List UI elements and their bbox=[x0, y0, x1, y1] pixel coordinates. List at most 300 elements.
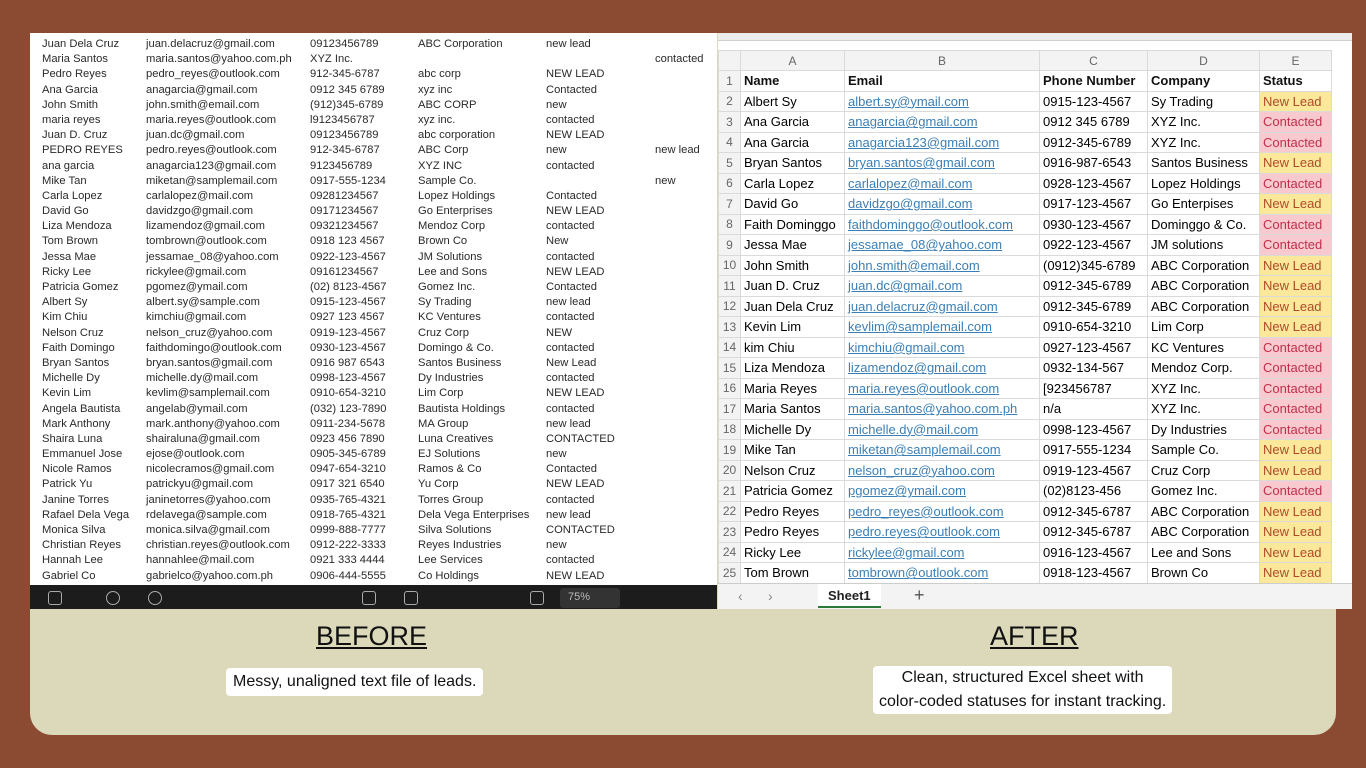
raw-field: MA Group bbox=[418, 417, 469, 430]
raw-line bbox=[30, 432, 717, 447]
raw-field: 0917 321 6540 bbox=[310, 478, 385, 491]
email-cell[interactable]: nelson_cruz@yahoo.com bbox=[845, 460, 1040, 481]
raw-field: Lim Corp bbox=[418, 387, 464, 400]
name-cell[interactable]: John Smith bbox=[741, 255, 845, 276]
table-row bbox=[719, 358, 1332, 379]
company-cell[interactable]: Lee and Sons bbox=[1148, 542, 1260, 563]
raw-field: nicolecramos@gmail.com bbox=[146, 463, 275, 476]
raw-field: NEW LEAD bbox=[546, 129, 605, 142]
phone-cell[interactable]: 0998-123-4567 bbox=[1040, 419, 1148, 440]
raw-field: Ana Garcia bbox=[42, 83, 98, 96]
email-cell[interactable]: john.smith@email.com bbox=[845, 255, 1040, 276]
raw-field: 0911-234-5678 bbox=[310, 417, 386, 430]
row-number[interactable]: 18 bbox=[719, 419, 741, 440]
row-number[interactable]: 8 bbox=[719, 214, 741, 235]
name-cell[interactable]: Bryan Santos bbox=[741, 153, 845, 174]
company-cell[interactable]: ABC Corporation bbox=[1148, 522, 1260, 543]
fit-icon[interactable] bbox=[530, 591, 544, 605]
raw-field: pgomez@ymail.com bbox=[146, 281, 248, 293]
raw-field: Nicole Ramos bbox=[42, 463, 112, 476]
raw-line bbox=[30, 417, 717, 432]
raw-line bbox=[30, 83, 717, 98]
raw-field: 0923 456 7890 bbox=[310, 432, 385, 445]
raw-field: 0910-654-3210 bbox=[310, 387, 386, 400]
raw-field: xyz inc bbox=[418, 83, 453, 96]
company-cell[interactable]: ABC Corporation bbox=[1148, 276, 1260, 297]
table-row bbox=[719, 317, 1332, 338]
name-cell[interactable]: Patricia Gomez bbox=[741, 481, 845, 502]
name-cell[interactable]: kim Chiu bbox=[741, 337, 845, 358]
row-number[interactable]: 23 bbox=[719, 522, 741, 543]
raw-field: Albert Sy bbox=[42, 296, 88, 309]
raw-field: Contacted bbox=[546, 189, 597, 202]
raw-field: 0998-123-4567 bbox=[310, 372, 386, 385]
raw-field: anagarcia123@gmail.com bbox=[146, 159, 277, 172]
table-row bbox=[719, 214, 1332, 235]
raw-field: new lead bbox=[546, 38, 591, 50]
email-cell[interactable]: carlalopez@mail.com bbox=[845, 173, 1040, 194]
column-letter[interactable]: B bbox=[845, 51, 1040, 71]
crop-icon[interactable] bbox=[362, 591, 376, 605]
add-sheet-icon[interactable]: + bbox=[914, 585, 925, 605]
email-cell[interactable]: bryan.santos@gmail.com bbox=[845, 153, 1040, 174]
raw-field: Silva Solutions bbox=[418, 524, 492, 536]
name-cell[interactable]: Kevin Lim bbox=[741, 317, 845, 338]
status-cell[interactable]: Contacted bbox=[1260, 235, 1332, 256]
phone-cell[interactable]: 0928-123-4567 bbox=[1040, 173, 1148, 194]
raw-field: lizamendoz@gmail.com bbox=[146, 220, 265, 233]
raw-field: Shaira Luna bbox=[42, 432, 103, 445]
raw-line bbox=[30, 508, 717, 523]
email-cell[interactable]: juan.dc@gmail.com bbox=[845, 276, 1040, 297]
raw-field: kimchiu@gmail.com bbox=[146, 311, 247, 324]
phone-cell[interactable]: 0932-134-567 bbox=[1040, 358, 1148, 379]
email-cell[interactable]: jessamae_08@yahoo.com bbox=[845, 235, 1040, 256]
phone-cell[interactable]: 0912 345 6789 bbox=[1040, 112, 1148, 133]
raw-field: maria.santos@yahoo.com.ph bbox=[146, 53, 292, 66]
phone-cell[interactable]: 0917-123-4567 bbox=[1040, 194, 1148, 215]
raw-line bbox=[30, 52, 717, 67]
name-cell[interactable]: Pedro Reyes bbox=[741, 501, 845, 522]
raw-field: juan.delacruz@gmail.com bbox=[146, 38, 275, 50]
company-cell[interactable]: ABC Corporation bbox=[1148, 296, 1260, 317]
company-cell[interactable]: Sy Trading bbox=[1148, 91, 1260, 112]
phone-cell[interactable]: 0910-654-3210 bbox=[1040, 317, 1148, 338]
row-number[interactable]: 15 bbox=[719, 358, 741, 379]
company-cell[interactable]: JM solutions bbox=[1148, 235, 1260, 256]
email-cell[interactable]: maria.santos@yahoo.com.ph bbox=[845, 399, 1040, 420]
phone-cell[interactable]: 0916-987-6543 bbox=[1040, 153, 1148, 174]
raw-field: 0947-654-3210 bbox=[310, 463, 386, 476]
email-cell[interactable]: juan.delacruz@gmail.com bbox=[845, 296, 1040, 317]
status-cell[interactable]: New Lead bbox=[1260, 276, 1332, 297]
status-cell[interactable]: Contacted bbox=[1260, 173, 1332, 194]
panel-icon[interactable] bbox=[48, 591, 62, 605]
raw-field: 912-345-6787 bbox=[310, 68, 380, 81]
raw-field: Janine Torres bbox=[42, 493, 109, 506]
raw-field: 0999-888-7777 bbox=[310, 524, 386, 536]
raw-field: john.smith@email.com bbox=[146, 98, 260, 111]
column-letter[interactable]: E bbox=[1260, 51, 1332, 71]
phone-cell[interactable]: 0927-123-4567 bbox=[1040, 337, 1148, 358]
raw-line bbox=[30, 447, 717, 462]
company-cell[interactable]: Cruz Corp bbox=[1148, 460, 1260, 481]
email-cell[interactable]: faithdominggo@outlook.com bbox=[845, 214, 1040, 235]
raw-field: Mendoz Corp bbox=[418, 220, 486, 233]
phone-cell[interactable]: 0915-123-4567 bbox=[1040, 91, 1148, 112]
raw-field: KC Ventures bbox=[418, 311, 481, 324]
row-number[interactable]: 2 bbox=[719, 91, 741, 112]
email-cell[interactable]: albert.sy@ymail.com bbox=[845, 91, 1040, 112]
raw-line bbox=[30, 553, 717, 568]
status-cell[interactable]: Contacted bbox=[1260, 337, 1332, 358]
raw-line bbox=[30, 477, 717, 492]
raw-line bbox=[30, 250, 717, 265]
status-cell[interactable]: New Lead bbox=[1260, 542, 1332, 563]
raw-line bbox=[30, 462, 717, 477]
name-cell[interactable]: Albert Sy bbox=[741, 91, 845, 112]
row-number[interactable]: 13 bbox=[719, 317, 741, 338]
raw-line bbox=[30, 204, 717, 219]
raw-field: 0915-123-4567 bbox=[310, 296, 386, 309]
table-row bbox=[719, 296, 1332, 317]
phone-cell[interactable]: 0918-123-4567 bbox=[1040, 563, 1148, 584]
phone-cell[interactable]: (0912)345-6789 bbox=[1040, 255, 1148, 276]
name-cell[interactable]: Juan D. Cruz bbox=[741, 276, 845, 297]
phone-cell[interactable]: (02)8123-456 bbox=[1040, 481, 1148, 502]
raw-field: maria reyes bbox=[42, 113, 101, 126]
header-cell[interactable]: Company bbox=[1148, 71, 1260, 92]
raw-field: Tom Brown bbox=[42, 235, 98, 248]
raw-field: janinetorres@yahoo.com bbox=[146, 493, 271, 506]
header-cell[interactable]: Phone Number bbox=[1040, 71, 1148, 92]
company-cell[interactable]: ABC Corporation bbox=[1148, 501, 1260, 522]
company-cell[interactable]: KC Ventures bbox=[1148, 337, 1260, 358]
company-cell[interactable]: Sample Co. bbox=[1148, 440, 1260, 461]
phone-cell[interactable]: 0912-345-6789 bbox=[1040, 296, 1148, 317]
raw-line bbox=[30, 341, 717, 356]
email-cell[interactable]: maria.reyes@outlook.com bbox=[845, 378, 1040, 399]
rotate-icon[interactable] bbox=[404, 591, 418, 605]
header-cell[interactable]: Email bbox=[845, 71, 1040, 92]
email-cell[interactable]: rickylee@gmail.com bbox=[845, 542, 1040, 563]
raw-field: rdelavega@sample.com bbox=[146, 508, 267, 521]
name-cell[interactable]: Jessa Mae bbox=[741, 235, 845, 256]
raw-field: New Lead bbox=[546, 356, 597, 369]
row-number[interactable]: 19 bbox=[719, 440, 741, 461]
raw-field: Kevin Lim bbox=[42, 387, 92, 400]
raw-field: Liza Mendoza bbox=[42, 220, 112, 233]
email-cell[interactable]: miketan@samplemail.com bbox=[845, 440, 1040, 461]
raw-field: Lee and Sons bbox=[418, 265, 488, 278]
status-cell[interactable]: New Lead bbox=[1260, 317, 1332, 338]
status-cell[interactable]: Contacted bbox=[1260, 214, 1332, 235]
status-cell[interactable]: Contacted bbox=[1260, 399, 1332, 420]
name-cell[interactable]: Liza Mendoza bbox=[741, 358, 845, 379]
raw-field: 09281234567 bbox=[310, 189, 379, 202]
row-number[interactable]: 5 bbox=[719, 153, 741, 174]
raw-field: EJ Solutions bbox=[418, 448, 481, 461]
raw-field: contacted bbox=[546, 159, 595, 172]
raw-field: Hannah Lee bbox=[42, 554, 103, 567]
status-cell[interactable]: New Lead bbox=[1260, 194, 1332, 215]
raw-field: Luna Creatives bbox=[418, 432, 494, 445]
raw-field: David Go bbox=[42, 205, 89, 218]
next-sheet-icon[interactable]: › bbox=[768, 588, 773, 604]
company-cell[interactable]: XYZ Inc. bbox=[1148, 378, 1260, 399]
raw-field: shairaluna@gmail.com bbox=[146, 432, 260, 445]
raw-field: new bbox=[655, 174, 676, 187]
raw-field: ABC Corp bbox=[418, 144, 469, 157]
raw-field: 09321234567 bbox=[310, 220, 379, 233]
raw-field: tombrown@outlook.com bbox=[146, 235, 267, 248]
name-cell[interactable]: Tom Brown bbox=[741, 563, 845, 584]
raw-field: Brown Co bbox=[418, 235, 468, 248]
table-row bbox=[719, 276, 1332, 297]
row-number[interactable]: 9 bbox=[719, 235, 741, 256]
after-caption-line2: color-coded statuses for instant tracking. bbox=[879, 693, 1167, 710]
email-cell[interactable]: anagarcia@gmail.com bbox=[845, 112, 1040, 133]
phone-cell[interactable]: n/a bbox=[1040, 399, 1148, 420]
name-cell[interactable]: Juan Dela Cruz bbox=[741, 296, 845, 317]
row-number[interactable]: 22 bbox=[719, 501, 741, 522]
name-cell[interactable]: Nelson Cruz bbox=[741, 460, 845, 481]
raw-field: NEW LEAD bbox=[546, 205, 605, 218]
raw-field: Faith Domingo bbox=[42, 341, 115, 354]
name-cell[interactable]: Maria Reyes bbox=[741, 378, 845, 399]
zoom-level[interactable]: 75% bbox=[560, 588, 620, 608]
raw-field: hannahlee@mail.com bbox=[146, 554, 255, 567]
phone-cell[interactable]: 0912-345-6789 bbox=[1040, 132, 1148, 153]
raw-line bbox=[30, 493, 717, 508]
company-cell[interactable]: Dy Industries bbox=[1148, 419, 1260, 440]
raw-field: mark.anthony@yahoo.com bbox=[146, 417, 280, 430]
status-cell[interactable]: Contacted bbox=[1260, 358, 1332, 379]
raw-field: Ramos & Co bbox=[418, 463, 482, 476]
raw-field: xyz inc. bbox=[418, 113, 456, 126]
email-cell[interactable]: pgomez@ymail.com bbox=[845, 481, 1040, 502]
company-cell[interactable]: Brown Co bbox=[1148, 563, 1260, 584]
select-all-corner[interactable] bbox=[719, 51, 741, 71]
raw-field: Domingo & Co. bbox=[418, 341, 494, 354]
raw-field: new bbox=[546, 98, 567, 111]
raw-line bbox=[30, 310, 717, 325]
email-cell[interactable]: lizamendoz@gmail.com bbox=[845, 358, 1040, 379]
raw-field: (02) 8123-4567 bbox=[310, 281, 387, 293]
company-cell[interactable]: Dominggo & Co. bbox=[1148, 214, 1260, 235]
company-cell[interactable]: XYZ Inc. bbox=[1148, 399, 1260, 420]
raw-field: new lead bbox=[655, 144, 700, 157]
row-number[interactable]: 12 bbox=[719, 296, 741, 317]
raw-line bbox=[30, 265, 717, 280]
raw-field: Co Holdings bbox=[418, 569, 479, 582]
raw-line bbox=[30, 174, 717, 189]
raw-line bbox=[30, 189, 717, 204]
header-cell[interactable]: Status bbox=[1260, 71, 1332, 92]
row-number[interactable]: 6 bbox=[719, 173, 741, 194]
raw-field: Sample Co. bbox=[418, 174, 477, 187]
sheet-tab[interactable]: Sheet1 bbox=[818, 584, 881, 608]
raw-field: angelab@ymail.com bbox=[146, 402, 248, 415]
status-cell[interactable]: New Lead bbox=[1260, 460, 1332, 481]
raw-line bbox=[30, 386, 717, 401]
row-number[interactable]: 1 bbox=[719, 71, 741, 92]
status-cell[interactable]: New Lead bbox=[1260, 522, 1332, 543]
raw-line bbox=[30, 128, 717, 143]
info-icon[interactable] bbox=[148, 591, 162, 605]
raw-line bbox=[30, 569, 717, 584]
table-row bbox=[719, 399, 1332, 420]
phone-cell[interactable]: 0922-123-4567 bbox=[1040, 235, 1148, 256]
raw-line bbox=[30, 371, 717, 386]
status-cell[interactable]: Contacted bbox=[1260, 481, 1332, 502]
email-cell[interactable]: michelle.dy@mail.com bbox=[845, 419, 1040, 440]
name-cell[interactable]: Ricky Lee bbox=[741, 542, 845, 563]
table-row bbox=[719, 255, 1332, 276]
phone-cell[interactable]: 0917-555-1234 bbox=[1040, 440, 1148, 461]
row-number[interactable]: 11 bbox=[719, 276, 741, 297]
status-cell[interactable]: Contacted bbox=[1260, 419, 1332, 440]
raw-field: Gabriel Co bbox=[42, 569, 96, 582]
status-cell[interactable]: New Lead bbox=[1260, 440, 1332, 461]
after-caption-line1: Clean, structured Excel sheet with bbox=[901, 669, 1144, 686]
phone-cell[interactable]: 0916-123-4567 bbox=[1040, 542, 1148, 563]
email-cell[interactable]: kevlim@samplemail.com bbox=[845, 317, 1040, 338]
phone-cell[interactable]: 0919-123-4567 bbox=[1040, 460, 1148, 481]
raw-field: patrickyu@gmail.com bbox=[146, 478, 254, 491]
raw-field: 09171234567 bbox=[310, 205, 379, 218]
email-cell[interactable]: kimchiu@gmail.com bbox=[845, 337, 1040, 358]
phone-cell[interactable]: 0912-345-6789 bbox=[1040, 276, 1148, 297]
company-cell[interactable]: Go Enterpises bbox=[1148, 194, 1260, 215]
name-cell[interactable]: Maria Santos bbox=[741, 399, 845, 420]
company-cell[interactable]: Lopez Holdings bbox=[1148, 173, 1260, 194]
email-cell[interactable]: pedro_reyes@outlook.com bbox=[845, 501, 1040, 522]
row-number[interactable]: 10 bbox=[719, 255, 741, 276]
raw-line bbox=[30, 295, 717, 310]
email-cell[interactable]: tombrown@outlook.com bbox=[845, 563, 1040, 584]
status-cell[interactable]: Contacted bbox=[1260, 132, 1332, 153]
raw-field: Torres Group bbox=[418, 493, 484, 506]
raw-field: new bbox=[546, 448, 567, 461]
name-cell[interactable]: Mike Tan bbox=[741, 440, 845, 461]
raw-field: davidzgo@gmail.com bbox=[146, 205, 254, 218]
status-cell[interactable]: New Lead bbox=[1260, 501, 1332, 522]
status-cell[interactable]: New Lead bbox=[1260, 563, 1332, 584]
column-letter[interactable]: D bbox=[1148, 51, 1260, 71]
phone-cell[interactable]: 0930-123-4567 bbox=[1040, 214, 1148, 235]
row-number[interactable]: 20 bbox=[719, 460, 741, 481]
raw-field: contacted bbox=[546, 113, 595, 126]
raw-field: Juan Dela Cruz bbox=[42, 38, 120, 50]
status-cell[interactable]: New Lead bbox=[1260, 255, 1332, 276]
viewer-toolbar bbox=[30, 585, 717, 609]
table-row bbox=[719, 132, 1332, 153]
row-number[interactable]: 24 bbox=[719, 542, 741, 563]
raw-line bbox=[30, 402, 717, 417]
row-number[interactable]: 4 bbox=[719, 132, 741, 153]
sheet-grid bbox=[718, 50, 1332, 584]
name-cell[interactable]: Ana Garcia bbox=[741, 112, 845, 133]
name-cell[interactable]: Carla Lopez bbox=[741, 173, 845, 194]
company-cell[interactable]: XYZ Inc. bbox=[1148, 132, 1260, 153]
row-number[interactable]: 25 bbox=[719, 563, 741, 584]
raw-field: contacted bbox=[546, 341, 595, 354]
raw-field: nelson_cruz@yahoo.com bbox=[146, 326, 273, 339]
status-cell[interactable]: New Lead bbox=[1260, 91, 1332, 112]
name-cell[interactable]: Ana Garcia bbox=[741, 132, 845, 153]
before-caption: Messy, unaligned text file of leads. bbox=[226, 668, 483, 696]
table-row bbox=[719, 542, 1332, 563]
raw-line bbox=[30, 356, 717, 371]
heart-icon[interactable] bbox=[106, 591, 120, 605]
name-cell[interactable]: Faith Dominggo bbox=[741, 214, 845, 235]
raw-field: 0918 123 4567 bbox=[310, 235, 385, 248]
email-cell[interactable]: pedro.reyes@outlook.com bbox=[845, 522, 1040, 543]
raw-field: CONTACTED bbox=[546, 432, 615, 445]
phone-cell[interactable]: [923456787 bbox=[1040, 378, 1148, 399]
company-cell[interactable]: Gomez Inc. bbox=[1148, 481, 1260, 502]
table-row bbox=[719, 235, 1332, 256]
row-number[interactable]: 14 bbox=[719, 337, 741, 358]
row-number[interactable]: 7 bbox=[719, 194, 741, 215]
raw-field: ana garcia bbox=[42, 159, 95, 172]
raw-field: Bryan Santos bbox=[42, 356, 110, 369]
status-cell[interactable]: Contacted bbox=[1260, 112, 1332, 133]
row-number[interactable]: 21 bbox=[719, 481, 741, 502]
raw-field: NEW LEAD bbox=[546, 265, 605, 278]
column-letter[interactable]: A bbox=[741, 51, 845, 71]
name-cell[interactable]: David Go bbox=[741, 194, 845, 215]
raw-field: Rafael Dela Vega bbox=[42, 508, 130, 521]
header-cell[interactable]: Name bbox=[741, 71, 845, 92]
status-cell[interactable]: New Lead bbox=[1260, 296, 1332, 317]
company-cell[interactable]: Mendoz Corp. bbox=[1148, 358, 1260, 379]
email-cell[interactable]: anagarcia123@gmail.com bbox=[845, 132, 1040, 153]
phone-cell[interactable]: 0912-345-6787 bbox=[1040, 501, 1148, 522]
raw-lead-lines bbox=[30, 37, 717, 584]
company-cell[interactable]: Lim Corp bbox=[1148, 317, 1260, 338]
raw-field: monica.silva@gmail.com bbox=[146, 524, 270, 536]
row-number[interactable]: 16 bbox=[719, 378, 741, 399]
row-number[interactable]: 3 bbox=[719, 112, 741, 133]
status-cell[interactable]: Contacted bbox=[1260, 378, 1332, 399]
name-cell[interactable]: Pedro Reyes bbox=[741, 522, 845, 543]
phone-cell[interactable]: 0912-345-6787 bbox=[1040, 522, 1148, 543]
raw-field: 0918-765-4321 bbox=[310, 508, 386, 521]
raw-field: Sy Trading bbox=[418, 296, 472, 309]
raw-field: contacted bbox=[546, 402, 595, 415]
company-cell[interactable]: XYZ Inc. bbox=[1148, 112, 1260, 133]
raw-line bbox=[30, 98, 717, 113]
email-cell[interactable]: davidzgo@gmail.com bbox=[845, 194, 1040, 215]
company-cell[interactable]: ABC Corporation bbox=[1148, 255, 1260, 276]
sheet-tab-bar bbox=[718, 583, 1352, 609]
raw-field: (912)345-6789 bbox=[310, 98, 384, 111]
row-number[interactable]: 17 bbox=[719, 399, 741, 420]
raw-field: l9123456787 bbox=[310, 113, 375, 126]
company-cell[interactable]: Santos Business bbox=[1148, 153, 1260, 174]
raw-field: Kim Chiu bbox=[42, 311, 88, 324]
raw-field: 09161234567 bbox=[310, 265, 379, 278]
status-cell[interactable]: New Lead bbox=[1260, 153, 1332, 174]
before-text-file bbox=[30, 33, 717, 603]
column-letter[interactable]: C bbox=[1040, 51, 1148, 71]
name-cell[interactable]: Michelle Dy bbox=[741, 419, 845, 440]
raw-field: NEW LEAD bbox=[546, 478, 605, 491]
raw-field: faithdomingo@outlook.com bbox=[146, 341, 282, 354]
prev-sheet-icon[interactable]: ‹ bbox=[738, 588, 743, 604]
